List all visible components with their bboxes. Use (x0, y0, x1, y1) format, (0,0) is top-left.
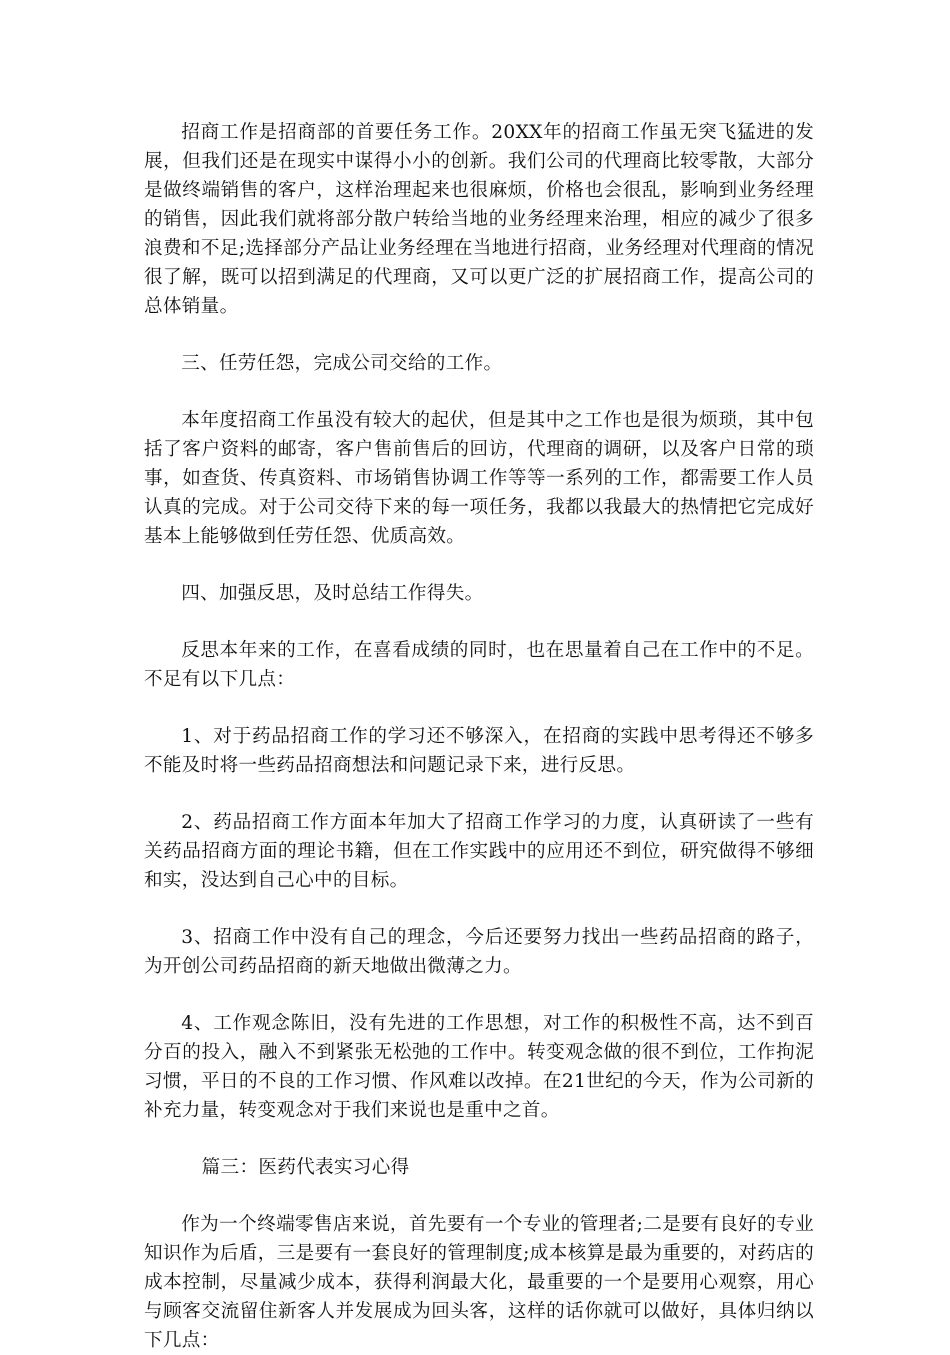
section-heading-4: 四、加强反思，及时总结工作得失。 (181, 583, 484, 604)
list-item-4: 4、工作观念陈旧，没有先进的工作思想，对工作的积极性不高，达不到百分百的投入，融入不到紧张无松弛的工作中。转变观念做的很不到位，工作拘泥习惯，平日的不良的工作习惯、作风难以改掉。在21世纪的今天，作为公司新的补充力量，转变观念对于我们来说也是重中之首。 (144, 1013, 814, 1121)
list-item-2: 2、药品招商工作方面本年加大了招商工作学习的力度，认真研读了一些有关药品招商方面的理论书籍，但在工作实践中的应用还不到位，研究做得不够细和实，没达到自己心中的目标。 (144, 812, 814, 891)
paragraph-reflection: 反思本年来的工作，在喜看成绩的同时，也在思量着自己在工作中的不足。不足有以下几点： (144, 640, 814, 690)
chapter-title: 篇三：医药代表实习心得 (201, 1157, 410, 1178)
paragraph-section-3: 本年度招商工作虽没有较大的起伏，但是其中之工作也是很为烦琐，其中包括了客户资料的邮寄，客户售前售后的回访，代理商的调研，以及客户日常的琐事，如查货、传真资料、市场销售协调工作等等一系列的工作，都需要工作人员认真的完成。对于公司交待下来的每一项任务，我都以我最大的热情把它完成好基本上能够做到任劳任怨、优质高效。 (144, 410, 814, 547)
section-heading-3: 三、任劳任怨，完成公司交给的工作。 (181, 353, 503, 374)
document-page (144, 118, 814, 1355)
list-item-1: 1、对于药品招商工作的学习还不够深入，在招商的实践中思考得还不够多不能及时将一些药品招商想法和问题记录下来，进行反思。 (144, 726, 814, 776)
paragraph-retail: 作为一个终端零售店来说，首先要有一个专业的管理者;二是要有良好的专业知识作为后盾，三是要有一套良好的管理制度;成本核算是最为重要的，对药店的成本控制，尽量减少成本，获得利润最大化，最重要的一个是要用心观察，用心与顾客交流留住新客人并发展成为回头客，这样的话你就可以做好，具体归纳以下几点： (144, 1214, 814, 1351)
paragraph-intro: 招商工作是招商部的首要任务工作。20XX年的招商工作虽无突飞猛进的发展，但我们还是在现实中谋得小小的创新。我们公司的代理商比较零散，大部分是做终端销售的客户，这样治理起来也很麻烦，价格也会很乱，影响到业务经理的销售，因此我们就将部分散户转给当地的业务经理来治理，相应的减少了很多浪费和不足;选择部分产品让业务经理在当地进行招商，业务经理对代理商的情况很了解，既可以招到满足的代理商，又可以更广泛的扩展招商工作，提高公司的总体销量。 (144, 122, 814, 317)
list-item-3: 3、招商工作中没有自己的理念，今后还要努力找出一些药品招商的路子，为开创公司药品招商的新天地做出微薄之力。 (144, 927, 814, 977)
